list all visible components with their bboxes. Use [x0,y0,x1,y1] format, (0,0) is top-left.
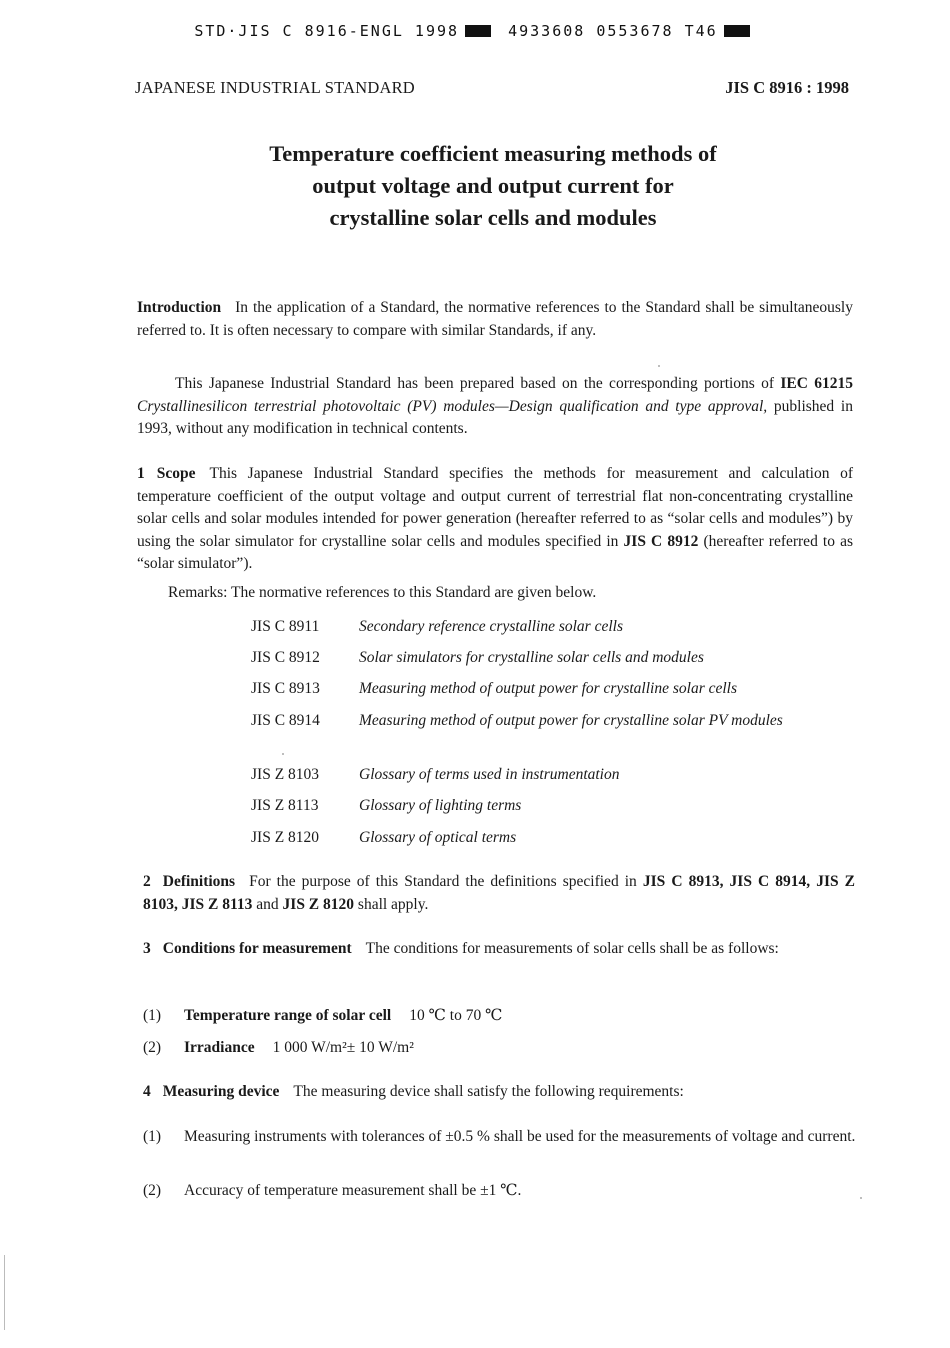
introduction-heading: Introduction [137,299,222,316]
intro-p2-iec-ref: IEC 61215 [780,375,853,392]
definitions-ref: JIS Z 8120 [282,895,355,913]
scope-text-b: (hereafter referred to as “solar simulator”). [137,532,853,572]
remarks-text: The normative references to this Standard are given below. [231,584,597,601]
section-measuring-device [143,1081,855,1104]
definitions-and: and [256,895,279,913]
condition-value: 10 ℃ to 70 ℃ [409,1007,503,1024]
definitions-ref: JIS Z 8103, [143,873,855,913]
scope-text-a: This Japanese Industrial Standard specifies the methods for measurement and calculation of temperature coefficient of the output voltage and output current of terrestrial flat non-concentrating crystalline solar cells and solar modules intended for power generation (hereafter referred to as “solar cells and modules”) by using the solar simulator for crystalline solar cells and modules specified in [137,465,853,550]
redaction-block [724,25,750,37]
definitions-heading: Definitions [162,873,236,890]
scan-speck [658,365,660,367]
reference-row [251,764,853,787]
header-standard-number: JIS C 8916 : 1998 [725,78,849,97]
scope-heading: Scope [156,465,196,482]
intro-p2-text-b: published in 1993, without any modification in technical contents. [137,397,853,437]
reference-row [251,795,853,818]
reference-title: Secondary reference crystalline solar cells [359,618,623,635]
page-title [0,138,950,234]
reference-code: JIS Z 8120 [251,829,320,846]
introduction-text-1: In the application of a Standard, the normative references to the Standard shall be simultaneously referred to. It is often necessary to compare with similar Standards, if any. [137,299,853,339]
condition-label: Irradiance [184,1039,255,1056]
conditions-heading: Conditions for measurement [162,940,352,957]
definitions-number: 2 [143,873,151,890]
reference-row [251,647,853,670]
reference-row [251,827,853,850]
reference-code: JIS C 8911 [251,618,320,635]
conditions-number: 3 [143,940,151,957]
definitions-text-a: For the purpose of this Standard the definitions specified in [249,873,637,890]
device-number: 4 [143,1083,151,1100]
scope-ref: JIS C 8912 [623,532,699,550]
remarks-line [168,584,596,602]
reference-title: Measuring method of output power for crystalline solar PV modules [359,712,783,729]
condition-item [143,1005,859,1028]
document-serial-line [0,22,950,40]
intro-p2-iec-title: Crystallinesilicon terrestrial photovoltaic (PV) modules—Design qualification and type approval, [137,397,768,415]
definitions-text-b: shall apply. [357,895,429,913]
condition-number: (1) [143,1007,162,1024]
reference-title: Solar simulators for crystalline solar cells and modules [359,649,704,666]
condition-body [184,1037,859,1060]
scan-speck [282,753,284,755]
introduction-paragraph-1 [137,297,853,342]
device-item-text: Accuracy of temperature measurement shall be ±1 ℃. [184,1182,522,1199]
condition-label: Temperature range of solar cell [184,1007,392,1024]
reference-title: Measuring method of output power for crystalline solar cells [359,680,738,697]
intro-p2-text-a: This Japanese Industrial Standard has been prepared based on the corresponding portions of [175,375,775,392]
conditions-text: The conditions for measurements of solar cells shall be as follows: [365,940,779,957]
section-conditions [143,938,855,961]
device-item [143,1126,859,1149]
scan-speck [860,1197,862,1199]
serial-part-2: 4933608 0553678 T46 [508,22,718,40]
reference-row [251,710,853,733]
title-line-2: output voltage and output current for [312,173,674,198]
reference-code: JIS C 8913 [251,680,320,697]
condition-number: (2) [143,1039,162,1056]
reference-title: Glossary of optical terms [359,829,517,846]
serial-part-1: STD·JIS C 8916-ENGL 1998 [194,22,460,40]
title-line-3: crystalline solar cells and modules [329,205,657,230]
device-item-number: (1) [143,1128,162,1145]
definitions-ref: JIS Z 8113 [181,895,253,913]
section-definitions [143,871,855,916]
introduction-paragraph-2 [137,373,853,441]
scan-edge-mark [4,1255,5,1330]
reference-title: Glossary of terms used in instrumentation [359,766,620,783]
reference-code: JIS Z 8113 [251,797,319,814]
condition-value: 1 000 W/m²± 10 W/m² [272,1039,414,1056]
device-item-number: (2) [143,1182,162,1199]
reference-code: JIS Z 8103 [251,766,320,783]
definitions-ref: JIS C 8913, [642,873,724,890]
section-scope [137,463,853,576]
scope-number: 1 [137,465,145,482]
device-text: The measuring device shall satisfy the following requirements: [293,1083,684,1100]
header-standard-name: JAPANESE INDUSTRIAL STANDARD [135,78,415,97]
condition-body [184,1005,859,1028]
device-item [143,1180,859,1203]
condition-item [143,1037,859,1060]
definitions-ref: JIS C 8914, [729,873,811,890]
reference-code: JIS C 8912 [251,649,320,666]
reference-code: JIS C 8914 [251,712,320,729]
reference-title: Glossary of lighting terms [359,797,522,814]
device-heading: Measuring device [162,1083,280,1100]
reference-row [251,616,853,639]
reference-row [251,678,853,701]
redaction-block [465,25,491,37]
device-item-text: Measuring instruments with tolerances of ±0.5 % shall be used for the measurements of voltage and current. [184,1128,856,1145]
title-line-1: Temperature coefficient measuring methods of [269,141,717,166]
remarks-label: Remarks: [168,584,228,601]
